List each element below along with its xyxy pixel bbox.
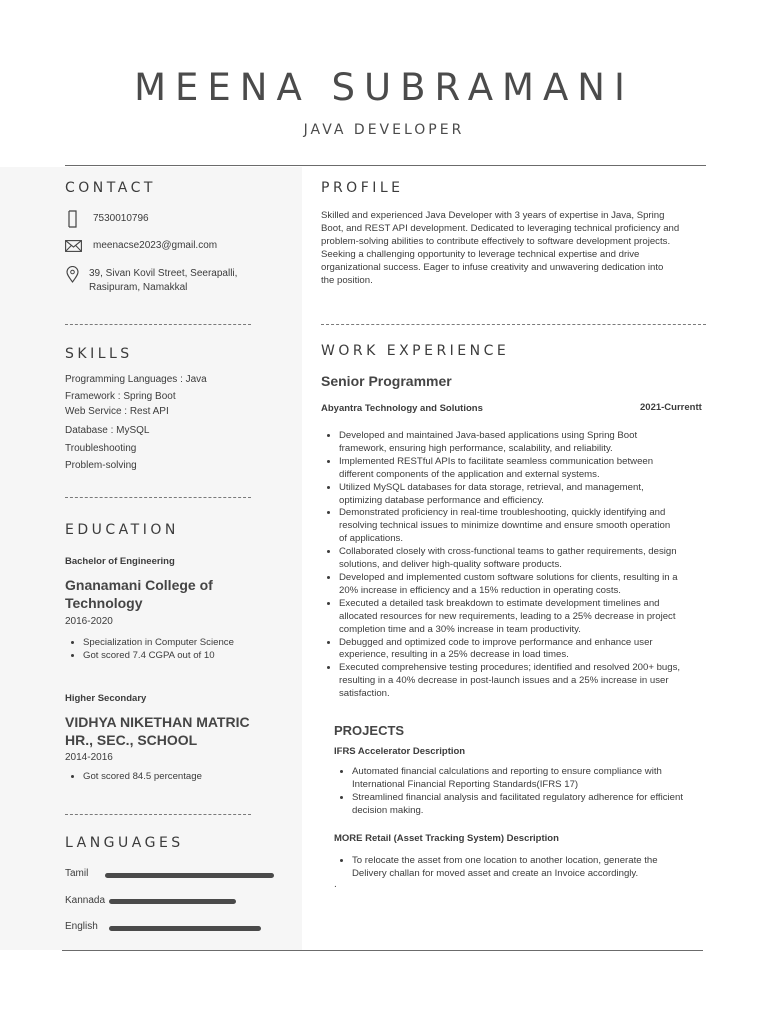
list-item: • Specialization in Computer Science (83, 637, 303, 650)
bullet-line: • Developed and maintained Java-based applications using Spring Boot (339, 430, 638, 441)
list-item (339, 598, 739, 637)
language-name: English (65, 921, 98, 932)
job-dates: 2021-Currentt (640, 402, 702, 413)
education-years: 2014-2016 (65, 752, 113, 763)
bullet-line: different components of the application and external systems. (339, 468, 600, 480)
bullet-line: • Executed a detailed task breakdown to estimate development timelines and (339, 597, 660, 609)
profile-heading: PROFILE (321, 180, 404, 196)
profile-divider (321, 324, 706, 325)
profile-line: problem-solving abilities to contribute effectively to software development projects. (321, 236, 671, 247)
list-item (339, 546, 739, 572)
experience-bullets (321, 430, 739, 701)
project-title: IFRS Accelerator Description (334, 746, 466, 757)
language-name: Tamil (65, 868, 89, 879)
location-pin-icon (66, 266, 79, 283)
skill-item: Database : MySQL (65, 425, 150, 436)
project-bullets (334, 855, 742, 881)
profile-line: Boot, and REST API development. Dedicated to leveraging technical proficiency and (321, 223, 680, 234)
bullet-line: • Debugged and optimized code to improve performance and enhance user (339, 636, 653, 648)
profile-line: Skilled and experienced Java Developer with 3 years of expertise in Java, Spring (321, 210, 665, 221)
email-icon (65, 240, 82, 252)
contact-heading: CONTACT (65, 180, 156, 196)
list-item: • Got scored 7.4 CGPA out of 10 (83, 650, 303, 663)
contact-email: meenacse2023@gmail.com (93, 240, 218, 251)
skill-item: Web Service : Rest API (65, 406, 169, 417)
bullet-line: allocated resources for new requirements, leading to a 25% decrease in project (339, 610, 676, 622)
profile-line: Seeking a challenging opportunity to leverage technical expertise and drive (321, 249, 640, 260)
language-level-bar (109, 899, 236, 904)
bullet-line: of applications. (339, 533, 403, 545)
bullet-line: 20% increase in efficiency and a 15% reduction in operating costs. (339, 584, 621, 596)
education-years: 2016-2020 (65, 616, 113, 627)
skills-divider (65, 497, 251, 498)
education-degree: Higher Secondary (65, 693, 147, 704)
list-item (352, 766, 742, 792)
education-school: VIDHYA NIKETHAN MATRIC (65, 714, 250, 730)
profile-line: the position. (321, 275, 373, 286)
project-title: MORE Retail (Asset Tracking System) Description (334, 833, 559, 844)
bullet-line: International Financial Reporting Standards(IFRS 17) (352, 778, 579, 790)
bullet-line: Delivery challan for moved asset and create an Invoice accordingly. (352, 867, 639, 879)
skill-item: Troubleshooting (65, 443, 137, 454)
bullet-line: framework, ensuring high performance, scalability, and reliability. (339, 442, 613, 454)
bullet-line: solutions, and deliver high-quality software products. (339, 559, 562, 571)
bullet-line: • Collaborated closely with cross-functional teams to gather requirements, design (339, 546, 677, 558)
footer-divider (62, 950, 703, 951)
list-item (339, 637, 739, 663)
bullet-line: • Utilized MySQL databases for data storage, retrieval, and management, (339, 481, 644, 493)
education-school: Gnanamani College of (65, 577, 213, 593)
bullet-line: satisfaction. (339, 688, 390, 700)
skill-item: Programming Languages : Java (65, 374, 207, 385)
list-item: • Got scored 84.5 percentage (83, 771, 303, 784)
bullet-line: experience, resulting in a 25% decrease in load times. (339, 649, 569, 661)
contact-divider (65, 324, 251, 325)
bullet-line: decision making. (352, 804, 424, 816)
language-name: Kannada (65, 895, 106, 906)
list-item (339, 430, 739, 456)
education-bullets (65, 771, 303, 784)
profile-text (321, 209, 721, 287)
contact-phone: 7530010796 (93, 213, 149, 224)
skills-heading: SKILLS (65, 346, 133, 362)
bullet-line: resulting in a 40% decrease in post-launch issues and a 25% increase in user (339, 675, 669, 687)
bullet-line: • Implemented RESTful APIs to facilitate seamless communication between (339, 455, 654, 467)
language-level-bar (109, 926, 261, 931)
list-item (339, 662, 739, 701)
education-bullets (65, 637, 303, 663)
list-item (339, 456, 739, 482)
bullet-line: • Automated financial calculations and reporting to ensure compliance with (352, 766, 662, 777)
project-bullets (334, 766, 742, 818)
work-experience-heading: WORK EXPERIENCE (321, 343, 510, 359)
education-degree: Bachelor of Engineering (65, 556, 175, 567)
contact-address-line1: 39, Sivan Kovil Street, Seerapalli, (89, 268, 238, 279)
trailing-mark: . (334, 879, 337, 890)
education-divider (65, 814, 251, 815)
company-name: Abyantra Technology and Solutions (321, 403, 483, 414)
contact-address-line2: Rasipuram, Namakkal (89, 282, 188, 293)
projects-heading: PROJECTS (334, 723, 405, 738)
list-item (352, 792, 742, 818)
language-level-bar (105, 873, 274, 878)
bullet-line: • Demonstrated proficiency in real-time troubleshooting, quickly identifying and (339, 507, 666, 519)
profile-line: organizational success. Eager to infuse creativity and unwavering dedication into (321, 262, 664, 273)
list-item (352, 855, 742, 881)
list-item (339, 572, 739, 598)
job-role: Senior Programmer (321, 373, 452, 389)
job-title: JAVA DEVELOPER (303, 122, 465, 138)
bullet-line: optimizing database performance and efficiency. (339, 494, 544, 506)
list-item (339, 507, 739, 546)
bullet-line: • Developed and implemented custom software solutions for clients, resulting in a (339, 571, 678, 583)
resume-name: MEENA SUBRAMANI (134, 66, 634, 109)
skill-item: Problem-solving (65, 460, 137, 471)
languages-heading: LANGUAGES (65, 835, 184, 851)
skill-item: Framework : Spring Boot (65, 391, 176, 402)
bullet-line: • Streamlined financial analysis and facilitated regulatory adherence for efficient (352, 791, 683, 803)
bullet-line: resolving technical issues to minimize downtime and ensure smooth operation (339, 520, 671, 532)
bullet-line: • Executed comprehensive testing procedures; identified and resolved 200+ bugs, (339, 662, 681, 674)
header-divider (65, 165, 706, 166)
education-school: Technology (65, 595, 143, 611)
education-heading: EDUCATION (65, 522, 179, 538)
bullet-line: • To relocate the asset from one location to another location, generate the (352, 855, 658, 866)
education-school: HR., SEC., SCHOOL (65, 732, 198, 748)
bullet-line: completion time and a 30% increase in team productivity. (339, 623, 581, 635)
phone-icon (66, 210, 78, 228)
list-item (339, 482, 739, 508)
